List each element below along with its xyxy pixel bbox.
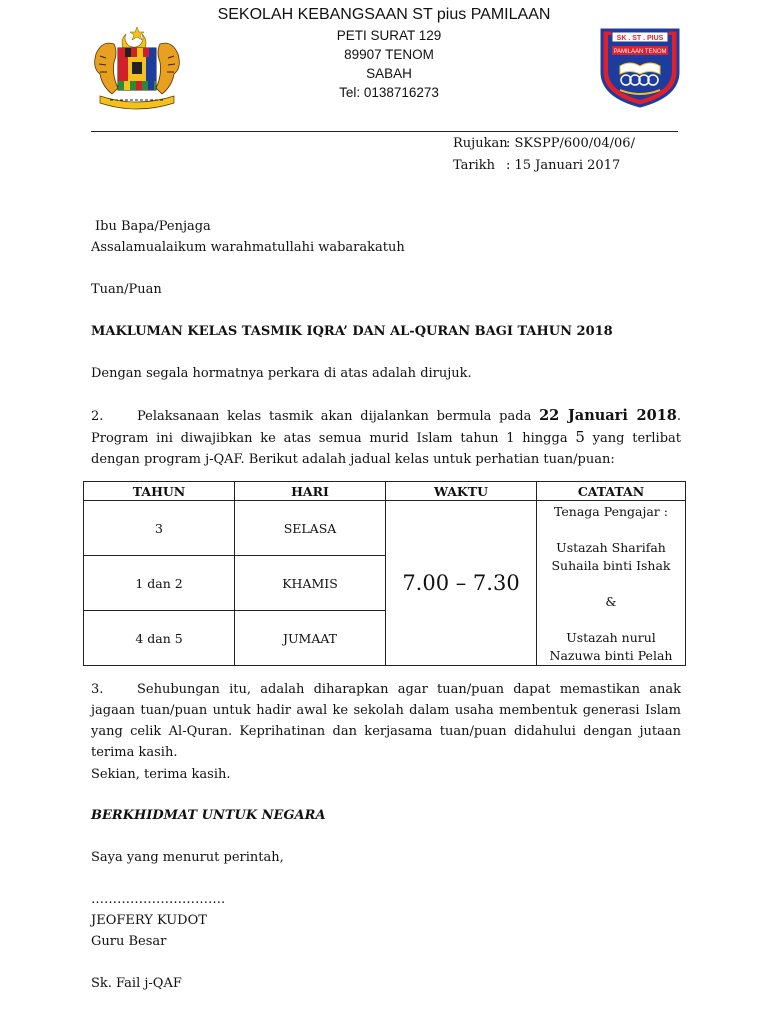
catatan-ampersand: & [605, 594, 617, 609]
column-header: CATATAN [537, 482, 686, 501]
paragraph-2 [91, 405, 681, 470]
catatan-spacer [537, 575, 685, 593]
tahun-cell: 4 dan 5 [84, 611, 235, 666]
paragraph-1: Dengan segala hormatnya perkara di atas adalah dirujuk. [91, 366, 472, 381]
catatan-spacer [537, 521, 685, 539]
closing: Sekian, terima kasih. [91, 767, 231, 782]
tahun-cell: 1 dan 2 [84, 556, 235, 611]
schedule-table [83, 481, 686, 666]
waktu-cell: 7.00 – 7.30 [386, 501, 537, 666]
tahun-cell: 3 [84, 501, 235, 556]
address-line: SABAH [366, 66, 412, 81]
teacher-name: Nazuwa binti Pelah [549, 648, 673, 663]
signer-name: JEOFERY KUDOT [91, 913, 207, 928]
paragraph-number: 2. [91, 409, 104, 424]
date-line [453, 158, 620, 173]
salutation: Tuan/Puan [91, 282, 162, 297]
recipient: Ibu Bapa/Penjaga [95, 219, 211, 234]
svg-text:SK . ST . PIUS: SK . ST . PIUS [616, 35, 664, 42]
carbon-copy: Sk. Fail j-QAF [91, 976, 182, 991]
hari-cell: JUMAAT [235, 611, 386, 666]
teacher-name: Ustazah Sharifah [556, 540, 666, 555]
address-line: PETI SURAT 129 [336, 28, 442, 43]
catatan-line: Tenaga Pengajar : [554, 504, 668, 519]
coat-of-arms-icon [88, 24, 186, 110]
header-divider [91, 131, 678, 132]
table-header-row [84, 482, 686, 501]
hari-cell: SELASA [235, 501, 386, 556]
paragraph-2-text: . Program ini diwajibkan ke atas semua murid Islam tahun 1 hingga [91, 409, 682, 446]
phone-line: Tel: 0138716273 [339, 85, 439, 100]
rujukan-label: Rujukan [453, 136, 508, 151]
start-date: 22 Januari 2018 [539, 407, 677, 424]
catatan-spacer [537, 611, 685, 629]
hari-cell: KHAMIS [235, 556, 386, 611]
school-name: SEKOLAH KEBANGSAAN ST pius PAMILAAN [217, 6, 551, 23]
motto: BERKHIDMAT UNTUK NEGARA [91, 808, 326, 823]
svg-text:PAMILAAN TENOM: PAMILAAN TENOM [613, 49, 667, 55]
tarikh-value: : 15 Januari 2017 [506, 158, 621, 173]
sign-intro: Saya yang menurut perintah, [91, 850, 284, 865]
paragraph-3 [91, 679, 681, 763]
column-header: TAHUN [84, 482, 235, 501]
paragraph-number: 3. [91, 682, 104, 697]
address-line: 89907 TENOM [344, 47, 434, 62]
letter-subject: MAKLUMAN KELAS TASMIK IQRA’ DAN AL-QURAN BAGI TAHUN 2018 [91, 324, 613, 339]
reference-line [453, 136, 635, 151]
signer-title: Guru Besar [91, 934, 167, 949]
rujukan-value: : SKSPP/600/04/06/ [506, 136, 635, 151]
paragraph-2-text: Pelaksanaan kelas tasmik akan dijalankan bermula pada [137, 409, 540, 424]
greeting: Assalamualaikum warahmatullahi wabarakatuh [91, 240, 405, 255]
teacher-name: Ustazah nurul [566, 630, 656, 645]
year-five: 5 [575, 428, 585, 446]
school-badge-icon [596, 24, 684, 110]
tarikh-label: Tarikh [453, 158, 496, 173]
catatan-cell [537, 501, 686, 666]
paragraph-2-text: yang terlibat dengan program j-QAF. Berikut adalah jadual kelas untuk perhatian tuan/puan: [91, 431, 681, 467]
column-header: HARI [235, 482, 386, 501]
teacher-name: Suhaila binti Ishak [551, 558, 671, 573]
column-header: WAKTU [386, 482, 537, 501]
table-row [84, 501, 686, 556]
paragraph-3-text: Sehubungan itu, adalah diharapkan agar tuan/puan dapat memastikan anak jagaan tuan/puan untuk hadir awal ke sekolah dalam usaha membentuk generasi Islam yang celik Al-Quran. Keprihatinan dan kerjasama tuan/puan didahului dengan jutaan terima kasih. [91, 682, 681, 760]
signature-line: …………………………. [91, 892, 226, 907]
